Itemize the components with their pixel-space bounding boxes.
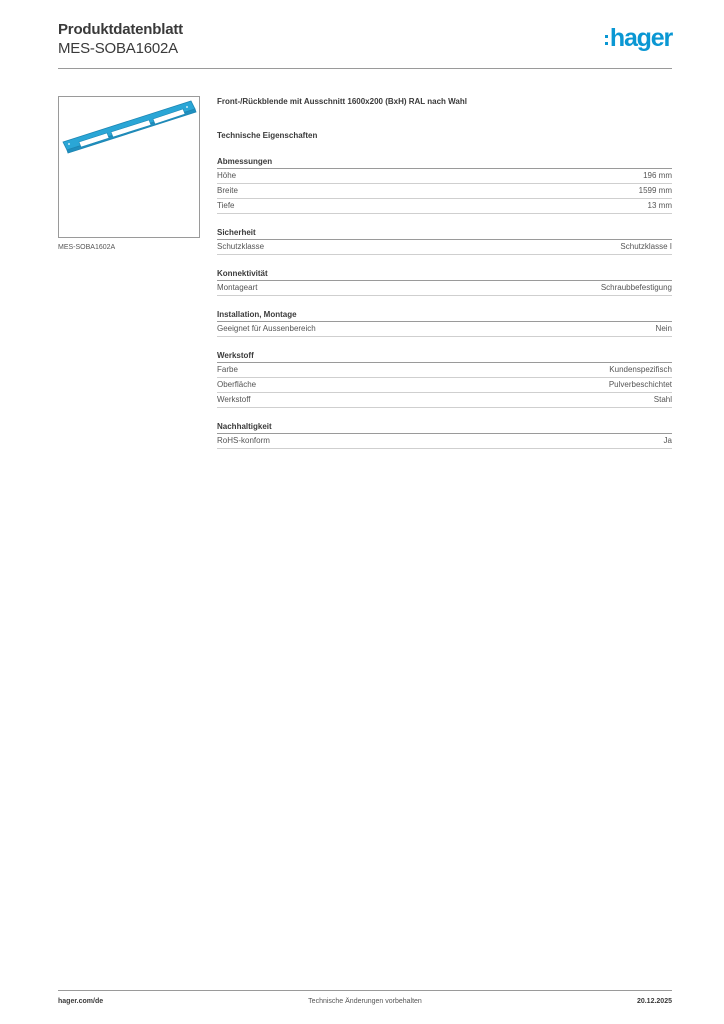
footer-note: Technische Änderungen vorbehalten [308, 998, 422, 1005]
property-label: Montageart [217, 283, 258, 292]
document-title: Produktdatenblatt [58, 21, 183, 38]
property-label: Oberfläche [217, 380, 257, 389]
section-title: Sicherheit [217, 227, 672, 240]
section-title: Konnektivität [217, 268, 672, 281]
property-section [217, 227, 672, 255]
logo-dots-icon [605, 35, 608, 45]
property-value: 196 mm [643, 171, 672, 180]
property-row [217, 199, 672, 214]
logo-wordmark: hager [609, 24, 672, 52]
property-row [217, 240, 672, 255]
property-label: Breite [217, 186, 238, 195]
property-section [217, 350, 672, 408]
property-value: Nein [655, 324, 672, 333]
product-panel-image [59, 97, 199, 237]
property-value: 1599 mm [638, 186, 672, 195]
property-label: Geeignet für Aussenbereich [217, 324, 316, 333]
section-title: Abmessungen [217, 156, 672, 169]
property-label: Höhe [217, 171, 237, 180]
footer-url: hager.com/de [58, 998, 104, 1005]
property-row [217, 184, 672, 199]
property-section [217, 421, 672, 449]
properties-sections [217, 156, 672, 449]
property-value: Schraubbefestigung [600, 283, 672, 292]
property-row [217, 322, 672, 337]
page-header [58, 21, 672, 69]
footer-divider [58, 990, 672, 991]
footer-date: 20.12.2025 [636, 998, 672, 1005]
property-row [217, 393, 672, 408]
page-footer [58, 998, 672, 1010]
property-label: RoHS-konform [217, 436, 270, 445]
property-label: Farbe [217, 365, 238, 374]
property-label: Tiefe [217, 201, 235, 210]
property-section [217, 156, 672, 214]
product-image-frame [58, 96, 200, 238]
product-code: MES-SOBA1602A [58, 40, 178, 57]
property-value: Stahl [653, 395, 672, 404]
image-caption: MES-SOBA1602A [58, 244, 116, 251]
properties-heading: Technische Eigenschaften [217, 131, 318, 140]
property-value: Pulverbeschichtet [608, 380, 672, 389]
property-label: Schutzklasse [217, 242, 265, 251]
property-row [217, 281, 672, 296]
product-description: Front-/Rückblende mit Ausschnitt 1600x200 (BxH) RAL nach Wahl [217, 97, 467, 106]
section-title: Werkstoff [217, 350, 672, 363]
property-section [217, 309, 672, 337]
property-value: Schutzklasse I [620, 242, 672, 251]
property-value: Ja [663, 436, 672, 445]
hager-logo [605, 23, 672, 53]
header-divider [58, 68, 672, 69]
property-label: Werkstoff [217, 395, 251, 404]
property-value: Kundenspezifisch [609, 365, 672, 374]
section-title: Installation, Montage [217, 309, 672, 322]
property-section [217, 268, 672, 296]
section-title: Nachhaltigkeit [217, 421, 672, 434]
property-row [217, 378, 672, 393]
property-value: 13 mm [647, 201, 672, 210]
product-details [217, 95, 672, 449]
property-row [217, 169, 672, 184]
property-row [217, 434, 672, 449]
property-row [217, 363, 672, 378]
